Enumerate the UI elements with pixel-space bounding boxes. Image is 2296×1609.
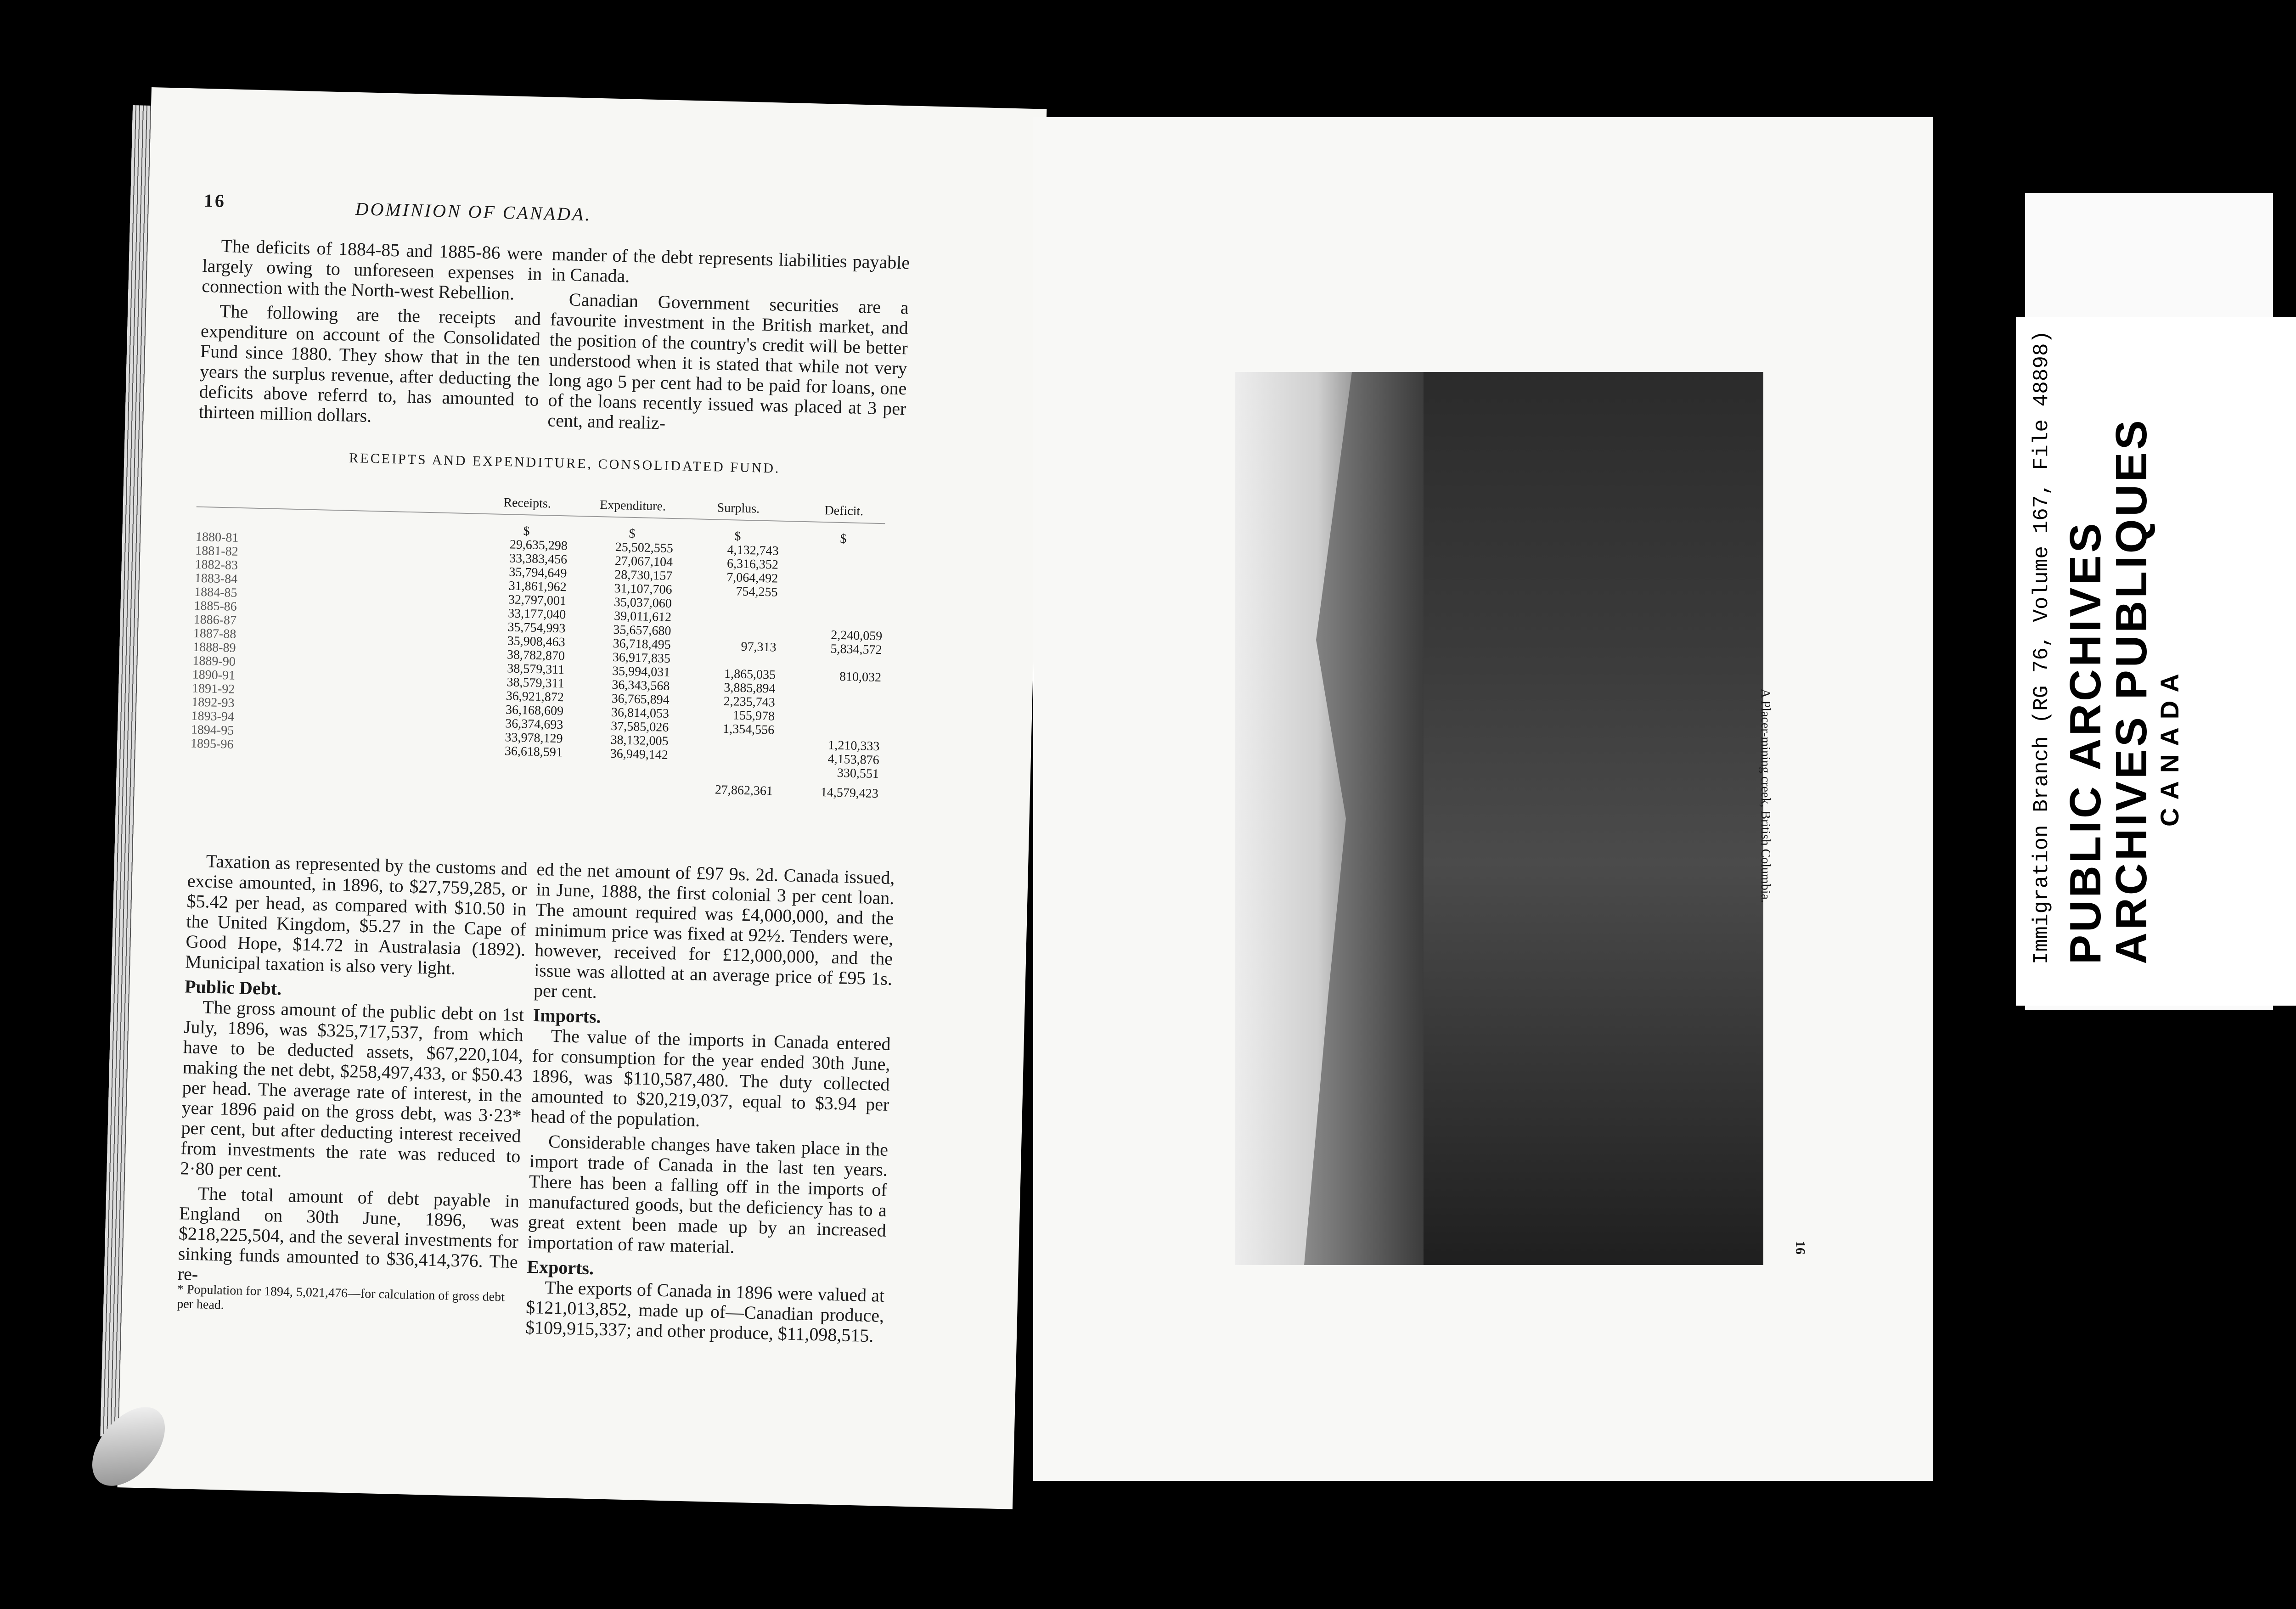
table-cell: 27,067,104 [614, 553, 673, 570]
table-cell: 330,551 [837, 765, 879, 782]
table-cell [800, 586, 884, 602]
table-cell: 35,794,649 [509, 565, 567, 581]
table-cell: 1885-86 [194, 598, 237, 614]
table-cell: 29,635,298 [509, 537, 568, 553]
table-cell: 4,153,876 [827, 752, 880, 768]
table-cell [691, 749, 774, 765]
table-cell: 1,865,035 [724, 666, 776, 682]
table-title: RECEIPTS AND EXPENDITURE, CONSOLIDATED FUND. [349, 450, 781, 476]
table-cell: 28,730,157 [614, 567, 673, 584]
column-header: Receipts. [503, 495, 551, 511]
table-cell: 1,354,556 [722, 721, 775, 737]
table-cell: 1889-90 [192, 653, 236, 669]
table-cell: 36,921,872 [506, 689, 564, 705]
label-line-3: CANADA [2155, 665, 2184, 827]
receipts-table [190, 488, 885, 801]
deficit-column [796, 531, 885, 781]
table-cell: 35,754,993 [507, 620, 566, 636]
table-cell: 2,240,059 [830, 628, 883, 644]
table-cell: 33,177,040 [507, 606, 566, 622]
table-body [190, 517, 885, 781]
table-cell: 36,949,142 [610, 746, 669, 762]
paragraph: The gross amount of the public debt on 1st July, 1896, was $325,717,537, from which have to be deducted assets, $67,220,104, making the net debt, $258,497,433, or $50.43 per head. The average rate of interest, in the year 1896 paid on the gross debt, was 3·23* per cent, but after deducting interest received from investments the rate was reduced to 2·80 per cent. [180, 996, 524, 1181]
page-stack-edge [100, 105, 151, 1437]
table-cell: 1888-89 [192, 640, 236, 655]
table-cell: 2,235,743 [723, 694, 776, 710]
surplus-column [691, 529, 779, 778]
currency-symbol: $ [734, 529, 741, 544]
table-cell: 37,585,026 [610, 719, 669, 735]
paragraph: The deficits of 1884-85 and 1885-86 were largely owing to unforeseen expenses in connection with the North-west Rebellion. [201, 235, 543, 304]
table-cell [694, 597, 777, 613]
lower-column-2 [525, 859, 895, 1351]
table-cell: 38,579,311 [506, 661, 565, 677]
currency-symbol: $ [523, 524, 530, 539]
right-page-number: 16 [1793, 1241, 1808, 1255]
table-cell [694, 625, 777, 641]
table-cell [801, 559, 884, 574]
table-cell: 35,908,463 [507, 634, 566, 650]
year-column [190, 517, 256, 766]
table-cell: 35,657,680 [613, 622, 671, 638]
running-head [203, 190, 592, 225]
table-cell: 97,313 [741, 639, 777, 655]
side-heading: Exports. [526, 1256, 594, 1279]
table-cell: 38,132,005 [610, 732, 669, 748]
text-column-2 [547, 244, 910, 444]
table-cell: 1895-96 [190, 736, 234, 752]
paragraph: The total amount of debt payable in England on 30th June, 1896, was $218,225,504, and the several investments for sinking funds amounted to $36,414,376. The re- [177, 1183, 520, 1285]
table-cell [694, 611, 777, 627]
table-cell: 810,032 [839, 669, 882, 685]
table-cell: 36,618,591 [504, 744, 563, 760]
table-cell: 1886-87 [193, 612, 237, 628]
table-cell: 36,718,495 [613, 636, 671, 652]
expenditure-column [585, 526, 674, 776]
lower-column-1 [177, 850, 528, 1297]
table-cell: 25,502,555 [615, 540, 674, 556]
table-cell: 3,885,894 [724, 680, 776, 696]
table-cell [798, 697, 881, 712]
table-cell [693, 653, 777, 668]
table-cell: 1882-83 [195, 557, 238, 573]
total-deficit: 14,579,423 [820, 785, 879, 801]
table-cell: 1884-85 [194, 585, 237, 600]
table-cell: 1894-95 [191, 722, 234, 738]
table-cell: 7,064,492 [726, 570, 778, 586]
paragraph: Taxation as represented by the customs and excise amounted, in 1896, to $27,759,285, or $5.42 per head, as compared with $10.50 in the United Kingdom, $5.27 in the Cape of Good Hope, $14.72 in Australasia (1892). Municipal taxation is also very light. [185, 850, 528, 979]
column-header: Deficit. [824, 503, 864, 519]
column-header: Surplus. [717, 501, 760, 516]
table-cell [798, 683, 881, 698]
table-cell: 35,994,031 [612, 664, 670, 680]
table-cell [800, 600, 883, 616]
table-cell: 39,011,612 [613, 608, 672, 625]
paragraph: ed the net amount of £97 9s. 2d. Canada issued, in June, 1888, the first colonial 3 per cent loan. The amount required was £4,000,000, and the minimum price was fixed at 92½. Tenders were, however, received for £12,000,000, and the issue was allotted at an average price of £95 1s. per cent. [533, 859, 895, 1002]
table-cell: 1890-91 [192, 667, 236, 683]
table-cell: 35,037,060 [613, 595, 672, 611]
table-cell: 31,861,962 [508, 579, 567, 595]
paragraph: The exports of Canada in 1896 were valued at $121,013,852, made up of—Canadian produce, $109,915,337; and other produce, $11,098,515. [525, 1277, 885, 1346]
table-cell: 5,834,572 [830, 641, 882, 658]
table-cell: 36,917,835 [612, 650, 671, 666]
table-cell: 155,978 [732, 708, 775, 724]
table-cell: 1881-82 [195, 543, 239, 559]
table-cell [797, 724, 880, 740]
table-cell: 38,782,870 [506, 647, 565, 664]
table-cell: 1892-93 [191, 695, 235, 710]
table-cell [798, 710, 881, 726]
paragraph: Canadian Government securities are a favourite investment in the British market, and the position of the country's credit will be better understood when it is stated that while not very long ago 5 per cent had to be paid for loans, one of the loans recently issued was placed at 3 per cent, and realiz- [547, 289, 909, 433]
label-line-2: ARCHIVES PUBLIQUES [2107, 417, 2156, 964]
table-cell: 38,579,311 [506, 675, 564, 691]
running-head-text: DOMINION OF CANADA. [355, 198, 592, 225]
table-cell: 6,316,352 [726, 556, 779, 572]
paragraph: The value of the imports in Canada entered for consumption for the year ended 30th June, 1896, was $110,587,480. The duty collected amounted to $20,219,037, equal to $3.94 per head of the population. [530, 1025, 891, 1131]
table-cell: 36,374,693 [505, 716, 563, 732]
receipts-column [479, 523, 568, 773]
archive-label-text [2030, 331, 2184, 964]
table-cell [691, 735, 774, 751]
column-header: Expenditure. [599, 498, 666, 514]
paragraph: mander of the debt represents liabilities payable in Canada. [551, 243, 910, 287]
file-reference: Immigration Branch (RG 76, Volume 167, File 48898) [2030, 330, 2054, 964]
table-cell: 36,343,568 [612, 677, 670, 693]
paragraph: The following are the receipts and expenditure on account of the Consolidated Fund since 1880. They show that in the ten years the surplus revenue, after deducting the deficits above referrd to, has amounted to thirteen million dollars. [198, 300, 541, 426]
side-heading: Imports. [533, 1004, 602, 1027]
table-cell: 1,210,333 [828, 738, 880, 754]
table-cell [800, 614, 883, 630]
table-cell: 754,255 [736, 584, 778, 600]
table-cell: 1891-92 [191, 681, 235, 697]
table-cell: 4,132,743 [727, 542, 779, 558]
page-number: 16 [203, 190, 226, 212]
placer-mining-photo [1235, 372, 1763, 1265]
table-cell: 31,107,706 [614, 581, 672, 597]
currency-symbol: $ [629, 526, 636, 541]
table-cell: 1887-88 [193, 626, 236, 641]
table-cell [799, 655, 882, 671]
table-cell [801, 545, 884, 561]
table-cell: 36,765,894 [611, 691, 670, 707]
table-cell: 1883-84 [194, 571, 238, 586]
table-cell: 32,797,001 [508, 592, 567, 608]
table-cell: 1893-94 [191, 709, 235, 724]
currency-symbol: $ [840, 531, 847, 546]
table-cell: 33,383,456 [509, 551, 568, 567]
footnote: * Population for 1894, 5,021,476—for calculation of gross debt per head. [176, 1282, 505, 1312]
side-heading: Public Debt. [184, 976, 282, 999]
left-page-content [172, 89, 913, 1506]
table-cell: 36,814,053 [611, 705, 670, 721]
label-line-1: PUBLIC ARCHIVES [2061, 520, 2110, 964]
left-book-page [117, 87, 1047, 1509]
text-column-1 [198, 236, 543, 435]
total-surplus: 27,862,361 [715, 782, 773, 799]
table-cell: 33,978,129 [505, 730, 563, 746]
paragraph: Considerable changes have taken place in the import trade of Canada in the last ten years. There has been a falling off in the imports of manufactured goods, but the deficiency has to a great extent been made up by an increased importation of raw material. [527, 1131, 889, 1257]
photo-caption: A Placer-mining creek, British Columbia. [1758, 689, 1773, 903]
table-cell: 36,168,609 [505, 703, 564, 719]
table-cell: 1880-81 [195, 529, 239, 545]
table-cell [801, 573, 884, 588]
